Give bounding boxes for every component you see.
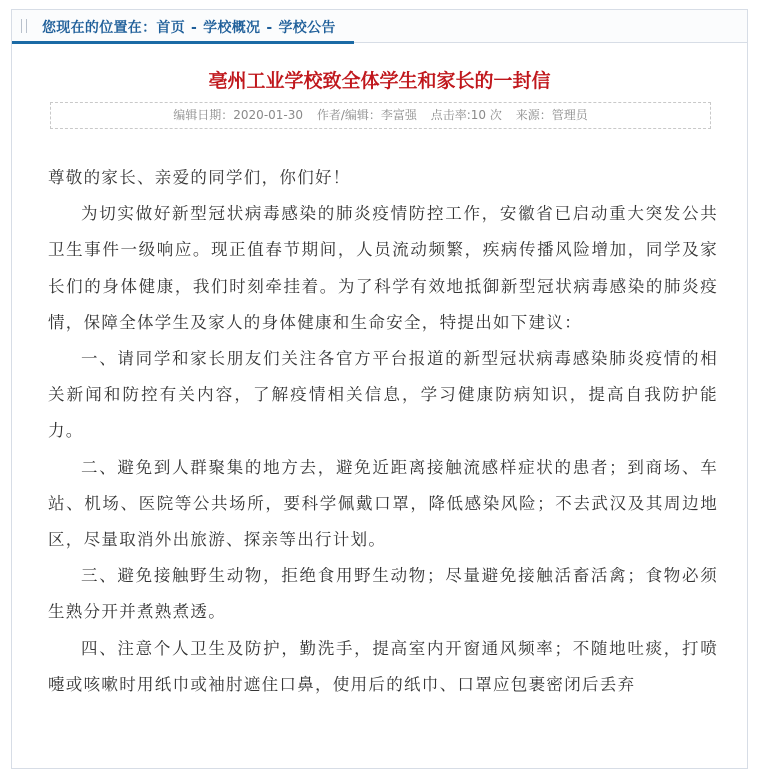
article-paragraph: 二、避免到人群聚集的地方去，避免近距离接触流感样症状的患者；到商场、车站、机场、医院等公共场所，要科学佩戴口罩，降低感染风险；不去武汉及其周边地区，尽量取消外出旅游、探亲等出行计划。: [48, 457, 718, 550]
article-paragraph: 一、请同学和家长朋友们关注各官方平台报道的新型冠状病毒感染肺炎疫情的相关新闻和防控有关内容，了解疫情相关信息，学习健康防病知识，提高自我防护能力。: [48, 349, 718, 441]
breadcrumb-current-link[interactable]: 学校公告: [278, 20, 336, 36]
breadcrumb-section-link[interactable]: 学校概况: [203, 20, 261, 36]
article-paragraph: 为切实做好新型冠状病毒感染的肺炎疫情防控工作，安徽省已启动重大突发公共卫生事件一级响应。现正值春节期间，人员流动频繁，疾病传播风险增加，同学及家长们的身体健康，我们时刻牵挂着。为了科学有效地抵御新型冠状病毒感染的肺炎疫情，保障全体学生及家人的身体健康和生命安全，特提出如下建议：: [48, 204, 718, 332]
content-panel: [11, 9, 748, 769]
breadcrumb-bar: [12, 10, 747, 43]
article-paragraph: 四、注意个人卫生及防护，勤洗手，提高室内开窗通风频率；不随地吐痰，打喷嚏或咳嗽时用纸巾或袖肘遮住口鼻，使用后的纸巾、口罩应包裹密闭后丢弃: [48, 638, 718, 694]
article-meta: [50, 102, 711, 129]
breadcrumb-separator: -: [266, 20, 273, 36]
meta-clicks: 点击率:10 次: [430, 108, 502, 122]
meta-date: 编辑日期：2020-01-30: [173, 108, 304, 122]
article-paragraph: 三、避免接触野生动物，拒绝食用野生动物；尽量避免接触活畜活禽；食物必须生熟分开并煮熟煮透。: [48, 566, 718, 622]
breadcrumb-separator: -: [191, 20, 198, 36]
breadcrumb-home-link[interactable]: 首页: [156, 20, 186, 36]
article-title: 亳州工业学校致全体学生和家长的一封信: [208, 70, 551, 92]
breadcrumb: [42, 17, 336, 37]
breadcrumb-prefix: 您现在的位置在：: [42, 20, 157, 36]
meta-source: 来源：管理员: [515, 108, 588, 122]
article-body: [48, 160, 718, 703]
article-greeting: 尊敬的家长、亲爱的同学们，你们好！: [48, 168, 351, 187]
meta-author: 作者/编辑：李富强: [316, 108, 417, 122]
